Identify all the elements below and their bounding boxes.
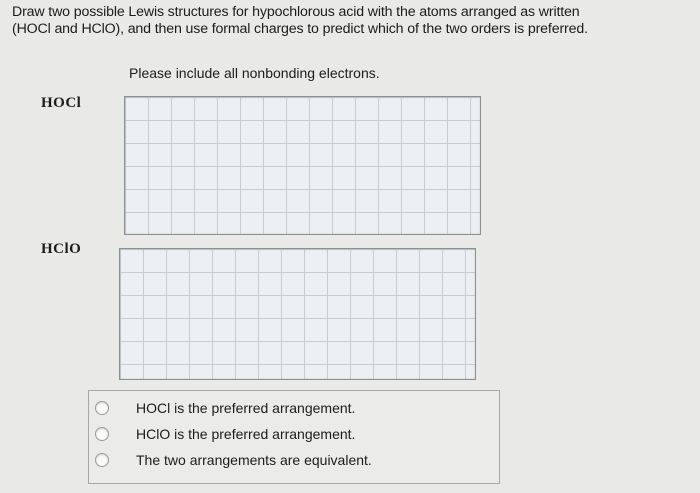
- option-label: HOCl is the preferred arrangement.: [136, 400, 356, 416]
- option-hocl-preferred[interactable]: [95, 400, 355, 416]
- radio-button[interactable]: [95, 427, 109, 441]
- option-equivalent[interactable]: [95, 452, 372, 468]
- radio-button[interactable]: [95, 401, 109, 415]
- answer-options-group: [88, 390, 500, 484]
- instruction-text: Please include all nonbonding electrons.: [129, 65, 380, 81]
- radio-button[interactable]: [95, 453, 109, 467]
- question-text: [12, 4, 700, 38]
- hocl-label: HOCl: [41, 95, 82, 111]
- option-hclo-preferred[interactable]: [95, 426, 355, 442]
- hclo-label: HClO: [41, 241, 82, 257]
- question-line-1: Draw two possible Lewis structures for hypochlorous acid with the atoms arranged as written: [12, 4, 580, 20]
- question-line-2: (HOCl and HClO), and then use formal charges to predict which of the two orders is preferred.: [12, 21, 588, 37]
- hclo-drawing-canvas[interactable]: [119, 248, 476, 380]
- option-label: HClO is the preferred arrangement.: [136, 426, 356, 442]
- option-label: The two arrangements are equivalent.: [136, 452, 372, 468]
- hocl-drawing-canvas[interactable]: [124, 96, 481, 235]
